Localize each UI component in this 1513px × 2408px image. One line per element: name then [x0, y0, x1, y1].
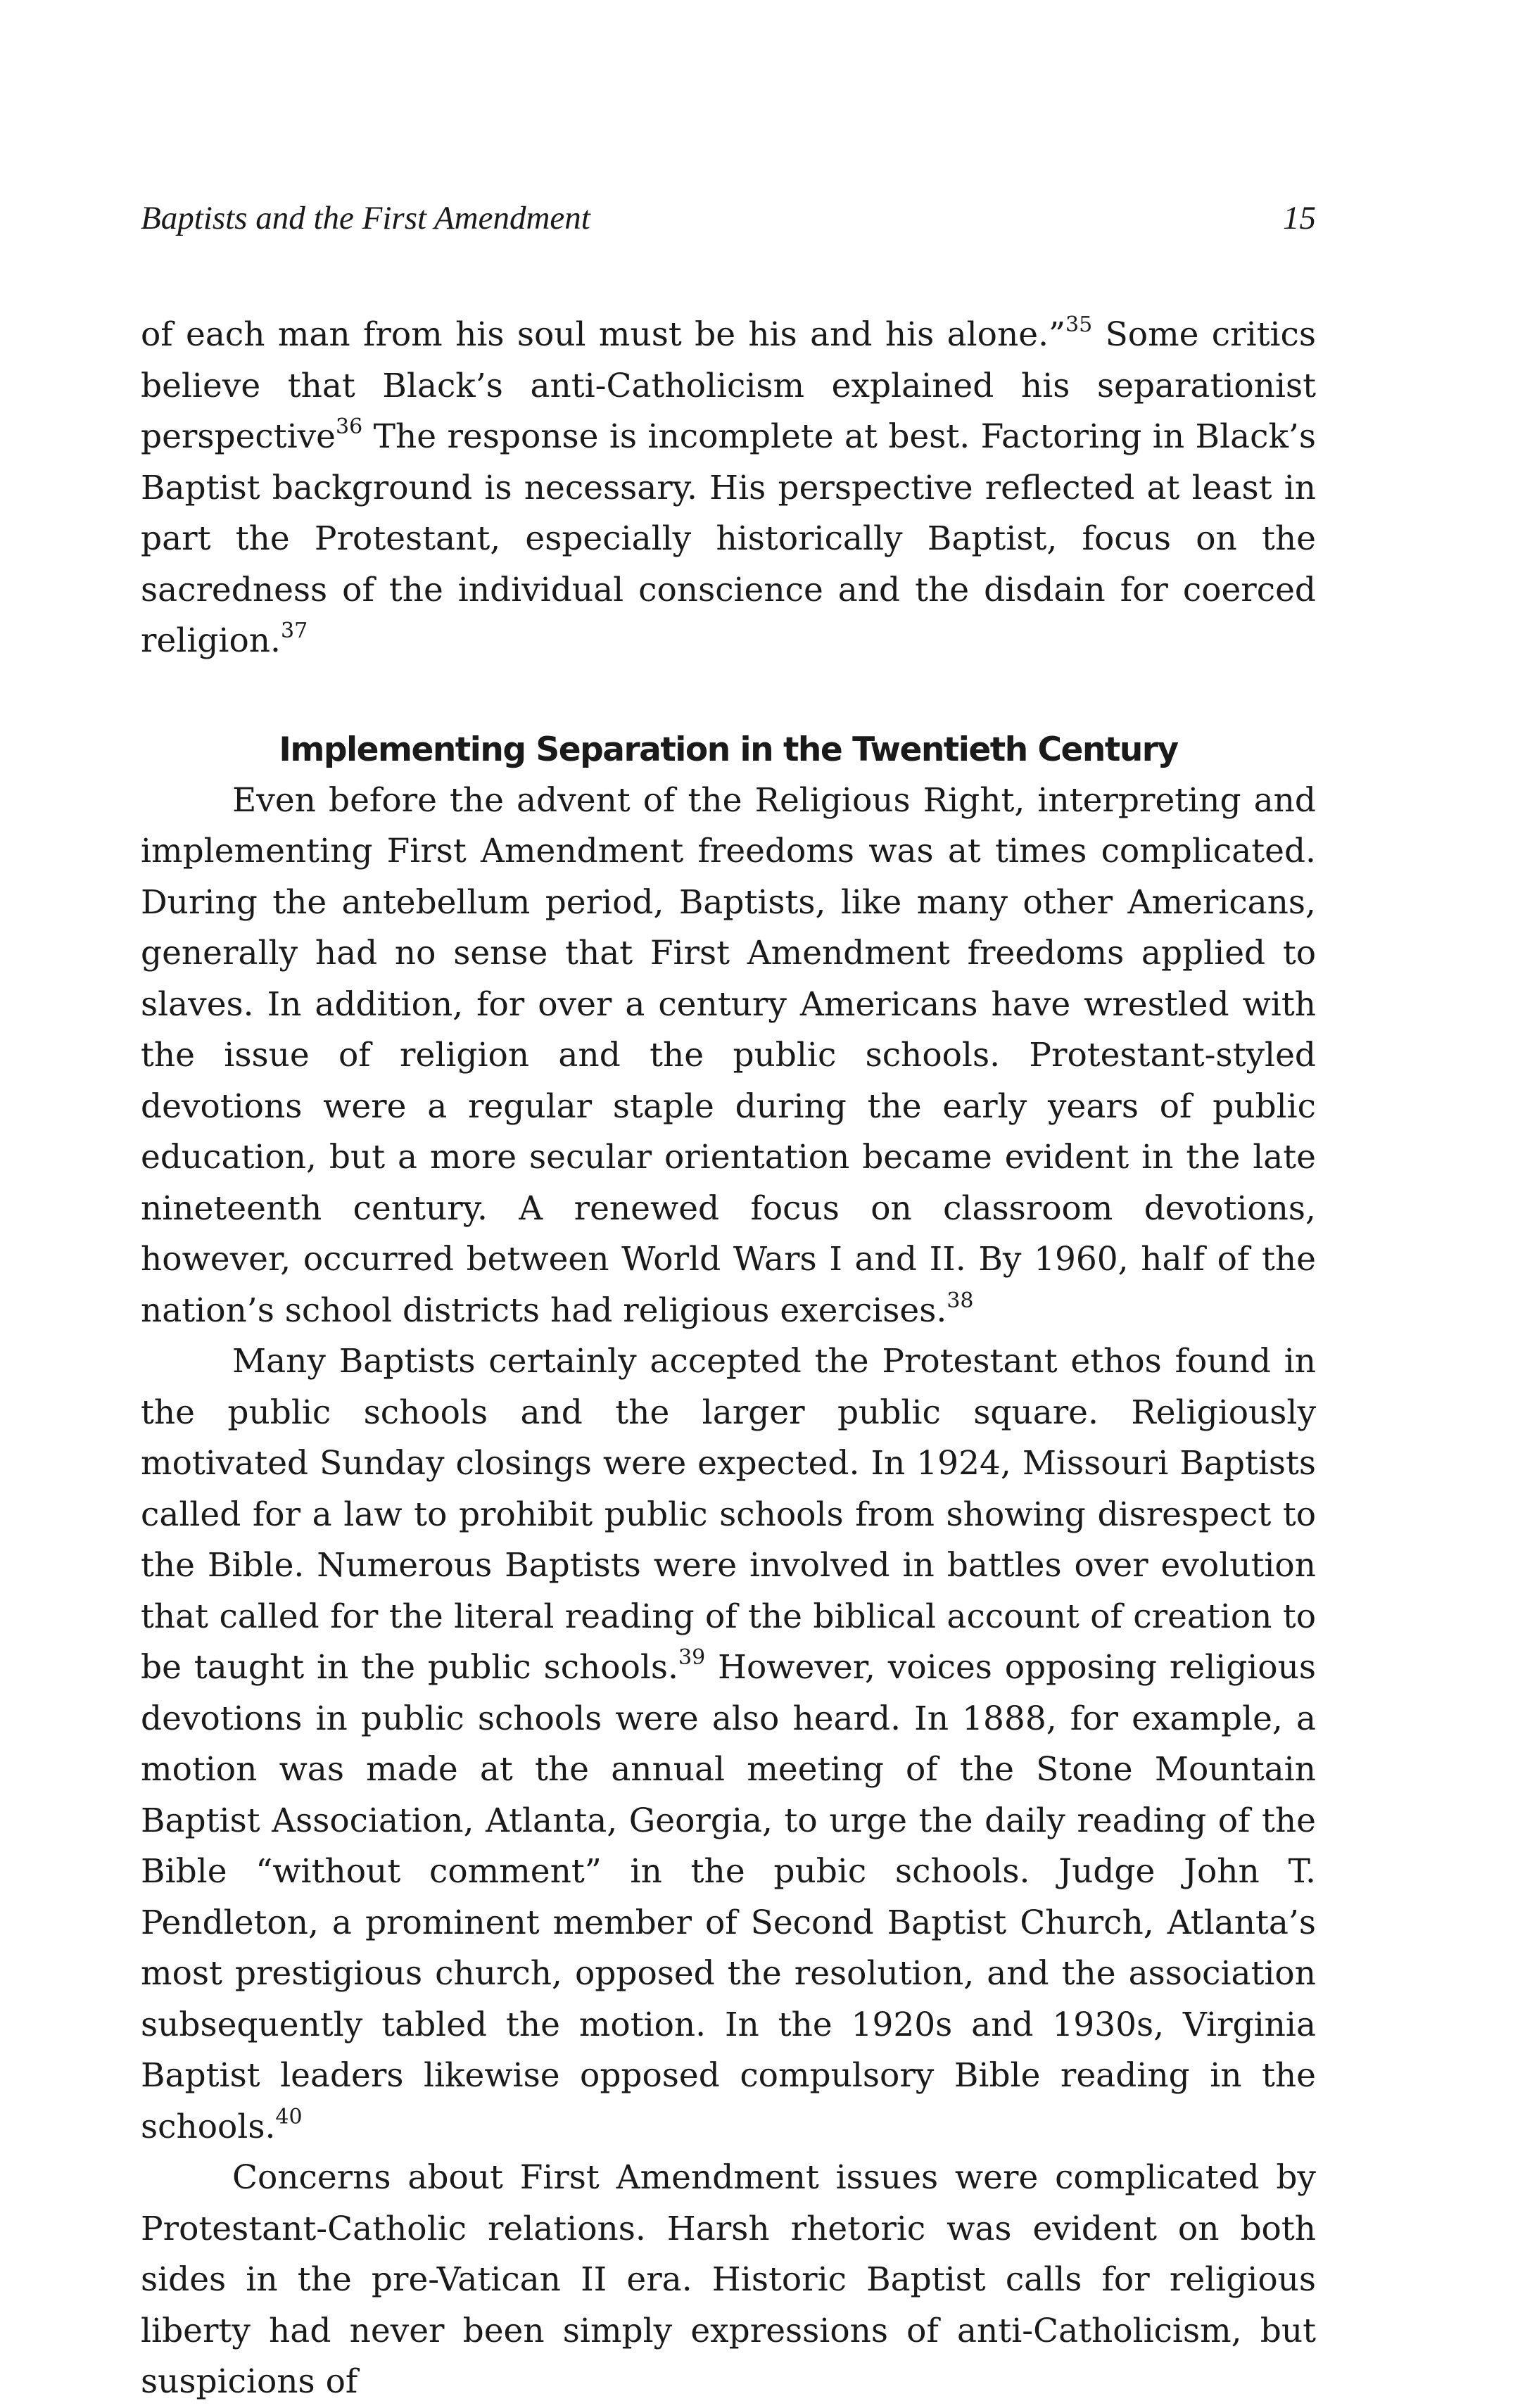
footnote-ref-36: 36 [336, 414, 363, 439]
text-run: of each man from his soul must be his and his alone.” [141, 315, 1066, 354]
footnote-ref-39: 39 [678, 1645, 706, 1670]
section-heading: Implementing Separation in the Twentieth Century [279, 730, 1178, 769]
page-number: 15 [1283, 200, 1316, 236]
footnote-ref-35: 35 [1065, 312, 1093, 337]
paragraph-continued [141, 310, 1316, 667]
running-head-title: Baptists and the First Amendment [141, 200, 590, 236]
footnote-ref-38: 38 [947, 1288, 974, 1313]
footnote-ref-37: 37 [280, 619, 308, 643]
paragraph [141, 775, 1316, 1337]
text-run: Some critics believe that Black’s anti-Catholicism explained his separationist perspective [141, 315, 1316, 456]
text-run: Many Baptists certainly accepted the Protestant ethos found in the public schools and the larger public square. Religiously motivated Sunday closings were expected. In 1924, Missouri Baptists called for a law to prohibit public schools from showing disrespect to the Bible. Numerous Baptists were involved in battles over evolution that called for the literal reading of the biblical account of creation to be taught in the public schools. [141, 1342, 1316, 1687]
paragraph [141, 2153, 1316, 2408]
text-run: However, voices opposing religious devotions in public schools were also heard. In 1888, for example, a motion was made at the annual meeting of the Stone Mountain Baptist Association, Atlanta, Georgia, to urge the daily reading of the Bible “without comment” in the pubic schools. Judge John T. Pendleton, a prominent member of Second Baptist Church, Atlanta’s most prestigious church, opposed the resolution, and the association subsequently tabled the motion. In the 1920s and 1930s, Virginia Baptist leaders likewise opposed compulsory Bible reading in the schools. [141, 1648, 1316, 2146]
text-run: The response is incomplete at best. Factoring in Black’s Baptist background is necessary. His perspective reflected at least in part the Protestant, especially historically Baptist, focus on the sacredness of the individual conscience and the disdain for coerced religion. [141, 417, 1316, 660]
footnote-ref-40: 40 [275, 2104, 303, 2129]
body-text [141, 310, 1316, 2408]
text-run: Concerns about First Amendment issues were complicated by Protestant-Catholic relations. Harsh rhetoric was evident on both sides in the pre-Vatican II era. Historic Baptist calls for religious liberty had never been simply expressions of anti-Catholicism, but suspicions of [141, 2158, 1316, 2401]
text-run: Even before the advent of the Religious Right, interpreting and implementing First Amendment freedoms was at times complicated. During the antebellum period, Baptists, like many other Americans, generally had no sense that First Amendment freedoms applied to slaves. In addition, for over a century Americans have wrestled with the issue of religion and the public schools. Protestant-styled devotions were a regular staple during the early years of public education, but a more secular orientation became evident in the late nineteenth century. A renewed focus on classroom devotions, however, occurred between World Wars I and II. By 1960, half of the nation’s school districts had religious exercises. [141, 780, 1316, 1330]
paragraph [141, 1336, 1316, 2153]
running-head [141, 198, 1316, 238]
